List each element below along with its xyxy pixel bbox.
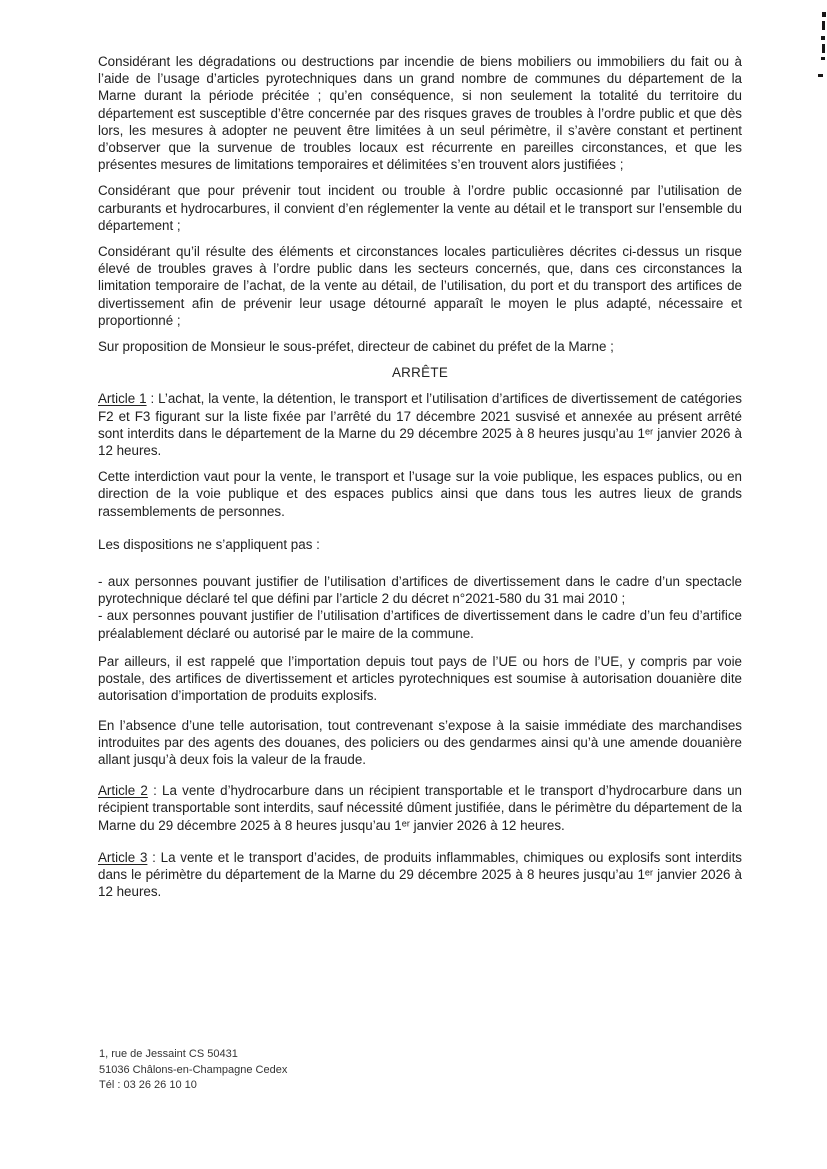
document-body — [98, 53, 742, 909]
article-2-paragraph — [98, 782, 742, 834]
exception-item-2: - aux personnes pouvant justifier de l’utilisation d’artifices de divertissement dans le cadre d’un feu d’artifice préalablement déclaré ou autorisé par le maire de la commune. — [98, 608, 742, 641]
scan-artifact-mark — [822, 44, 825, 53]
paragraph-par-ailleurs: Par ailleurs, il est rappelé que l’importation depuis tout pays de l’UE ou hors de l’UE, y compris par voie postale, des artifices de divertissement et articles pyrotechniques est soumise à autorisation douanière dite autorisation d’importation de produits explosifs. — [98, 653, 742, 704]
paragraph-considerant-3: Considérant qu’il résulte des éléments et circonstances locales particulières décrites ci-dessus un risque élevé de troubles graves à l’ordre public dans les secteurs concernés, que, dans ces circonstances la limitation temporaire de l’achat, de la vente au détail, de l’utilisation, du port et du transport des artifices de divertissement afin de prévenir leur usage détourné apparaît le moyen le plus adapté, nécessaire et proportionné ; — [98, 244, 742, 328]
footer-address-block — [99, 1047, 287, 1094]
scan-artifact-mark — [818, 74, 823, 77]
paragraph-en-absence: En l’absence d’une telle autorisation, tout contrevenant s’expose à la saisie immédiate des marchandises introduites par des agents des douanes, des policiers ou des gendarmes ainsi qu’à une amende douanière allant jusqu’à deux fois la valeur de la fraude. — [98, 717, 742, 767]
footer-address-line1: 1, rue de Jessaint CS 50431 — [99, 1048, 238, 1060]
scan-artifact-mark — [821, 36, 825, 40]
scan-artifact-mark — [822, 21, 825, 30]
exception-item-1: - aux personnes pouvant justifier de l’utilisation d’artifices de divertissement dans le cadre d’un spectacle pyrotechnique déclaré tel que défini par l’article 2 du décret n°2021-580 du 31 mai 2010 ; — [98, 574, 742, 607]
footer-address-line2: 51036 Châlons-en-Champagne Cedex — [99, 1063, 288, 1076]
article-1-label: Article 1 — [98, 391, 147, 407]
scan-artifact-mark — [822, 12, 826, 17]
footer-phone: Tél : 03 26 26 10 10 — [99, 1079, 197, 1091]
article-2-text: La vente d’hydrocarbure dans un récipient transportable et le transport d’hydrocarbure dans un récipient transportable sont interdits, sauf nécessité dûment justifiée, dans le périmètre du département de la Marne du 29 décembre 2025 à 8 heures jusqu’au 1ᵉʳ janvier 2026 à 12 heures. — [98, 783, 742, 833]
arrete-heading: ARRÊTE — [391, 365, 449, 381]
article-2-label: Article 2 — [98, 783, 148, 799]
article-3-paragraph — [98, 849, 742, 901]
paragraph-dispositions-intro: Les dispositions ne s’appliquent pas : — [98, 536, 320, 552]
article-2-colon: : — [147, 783, 163, 799]
article-3-label: Article 3 — [98, 849, 148, 865]
scan-artifact-mark — [821, 57, 825, 60]
paragraph-sur-proposition: Sur proposition de Monsieur le sous-préfet, directeur de cabinet du préfet de la Marne ; — [98, 339, 614, 355]
article-1-text: L’achat, la vente, la détention, le transport et l’utilisation d’artifices de divertissement de catégories F2 et F3 figurant sur la liste fixée par l’arrêté du 17 décembre 2021 susvisé et annexée au présent arrêté sont interdits dans le département de la Marne du 29 décembre 2025 à 8 heures jusqu’au 1ᵉʳ janvier 2026 à 12 heures. — [98, 391, 742, 459]
article-3-colon: : — [147, 849, 161, 865]
article-1-paragraph — [98, 390, 742, 459]
article-1-colon: : — [146, 391, 159, 407]
paragraph-interdiction-scope: Cette interdiction vaut pour la vente, le transport et l’usage sur la voie publique, les espaces publics, ou en direction de la voie publique et des espaces publics ainsi que dans tous les autres lieux de grands rassemblements de personnes. — [98, 469, 742, 519]
paragraph-considerant-2: Considérant que pour prévenir tout incident ou trouble à l’ordre public occasionné par l’utilisation de carburants et hydrocarbures, il convient d’en réglementer la vente au détail et le transport sur l’ensemble du département ; — [98, 183, 742, 233]
paragraph-considerant-1: Considérant les dégradations ou destructions par incendie de biens mobiliers ou immobiliers du fait ou à l’aide de l’usage d’articles pyrotechniques dans un grand nombre de communes du département de la Marne durant la période précitée ; qu’en conséquence, si non seulement la totalité du territoire du département est susceptible d’être concernée par des risques graves de troubles à l’ordre public et que dès lors, les mesures à adopter ne peuvent être limitées à un seul périmètre, il s’avère constant et pertinent d’observer que la survenue de troubles locaux est récurrente en pareilles circonstances, et que les présentes mesures de limitations temporaires et délimitées s’en trouvent alors justifiées ; — [98, 54, 742, 173]
article-3-text: La vente et le transport d’acides, de produits inflammables, chimiques ou explosifs sont interdits dans le périmètre du département de la Marne du 29 décembre 2025 à 8 heures jusqu’au 1ᵉʳ janvier 2026 à 12 heures. — [98, 849, 742, 900]
